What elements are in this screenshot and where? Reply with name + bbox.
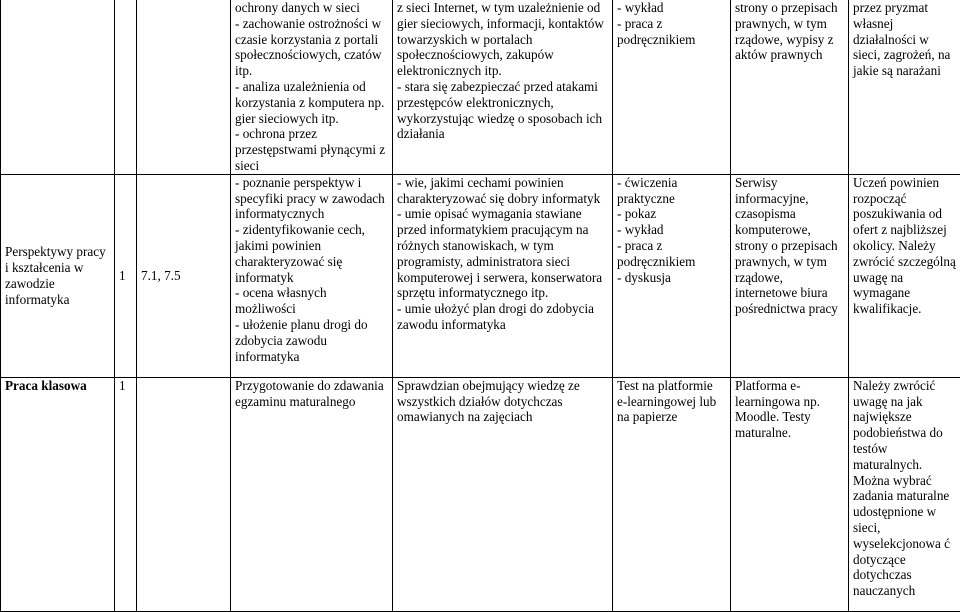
table-row — [1, 377, 960, 611]
remarks-text: przez pryzmat własnej działalności w sieci, zagrożeń, na jakie są narażani — [853, 0, 956, 79]
methods-text: - wykład - praca z podręcznikiem — [617, 0, 726, 47]
remarks-text: Uczeń powinien rozpocząć poszukiwania od ofert z najbliższej okolicy. Należy zwrócić szczególną uwagę na wymagane kwalifikacje. — [853, 175, 956, 317]
topic-cell — [1, 0, 115, 174]
remarks-cell — [849, 174, 960, 377]
content-cell — [231, 377, 393, 611]
outcomes-text: - wie, jakimi cechami powinien charakteryzować się dobry informatyk - umie opisać wymagania stawiane przed informatykiem pracującym na różnych stanowiskach, w tym programisty, administratora sieci komputerowej i serwera, konserwatora sprzętu informatycznego itp. - umie ułożyć plan drogi do zdobycia zawodu informatyka — [397, 175, 608, 333]
methods-cell — [613, 377, 731, 611]
standards-cell — [137, 0, 231, 174]
topic-text: Perspektywy pracy i kształcenia w zawodzie informatyka — [5, 244, 110, 307]
topic-text: Praca klasowa — [5, 378, 110, 394]
standards-cell — [137, 174, 231, 377]
hours-cell — [115, 377, 137, 611]
topic-cell — [1, 174, 115, 377]
methods-cell — [613, 0, 731, 174]
table-row — [1, 0, 960, 174]
standards-text: 7.1, 7.5 — [141, 268, 226, 284]
means-text: Platforma e-learningowa np. Moodle. Testy maturalne. — [735, 378, 844, 441]
remarks-cell — [849, 0, 960, 174]
topic-cell — [1, 377, 115, 611]
means-text: Serwisy informacyjne, czasopisma komputerowe, strony o przepisach prawnych, w tym rządowe, internetowe biura pośrednictwa pracy — [735, 175, 844, 317]
content-text: - poznanie perspektyw i specyfiki pracy w zawodach informatycznych - zidentyfikowanie cech, jakimi powinien charakteryzować się informatyk - ocena własnych możliwości - ułożenie planu drogi do zdobycia zawodu informatyka — [235, 175, 388, 365]
means-text: strony o przepisach prawnych, w tym rządowe, wypisy z aktów prawnych — [735, 0, 844, 63]
content-text: Przygotowanie do zdawania egzaminu maturalnego — [235, 378, 388, 410]
hours-text: 1 — [119, 378, 132, 394]
outcomes-cell — [393, 377, 613, 611]
outcomes-text: Sprawdzian obejmujący wiedzę ze wszystkich działów dotychczas omawianych na zajęciach — [397, 378, 608, 425]
table-row — [1, 174, 960, 377]
content-text: ochrony danych w sieci - zachowanie ostrożności w czasie korzystania z portali społecznościowych, czatów itp. - analiza uzależnienia od korzystania z komputera np. gier sieciowych itp. - ochrona przez przestępstwami płynącymi z sieci — [235, 0, 388, 174]
remarks-text: Należy zwrócić uwagę na jak największe podobieństwa do testów maturalnych. Można wybrać zadania maturalne udostępnione w sieci, wyselekcjonowa ć dotyczące dotychczas nauczanych — [853, 378, 956, 599]
content-cell — [231, 174, 393, 377]
outcomes-cell — [393, 0, 613, 174]
means-cell — [731, 0, 849, 174]
standards-cell — [137, 377, 231, 611]
content-cell — [231, 0, 393, 174]
methods-text: - ćwiczenia praktyczne - pokaz - wykład - praca z podręcznikiem - dyskusja — [617, 175, 726, 286]
hours-cell — [115, 0, 137, 174]
methods-cell — [613, 174, 731, 377]
methods-text: Test na platformie e-learningowej lub na papierze — [617, 378, 726, 425]
means-cell — [731, 174, 849, 377]
means-cell — [731, 377, 849, 611]
hours-text: 1 — [119, 268, 132, 284]
outcomes-text: z sieci Internet, w tym uzależnienie od gier sieciowych, informacji, kontaktów towarzyskich w portalach społecznościowych, zakupów elektronicznych itp. - stara się zabezpieczać przed atakami przestępców elektronicznych, wykorzystując wiedzę o sposobach ich działania — [397, 0, 608, 142]
outcomes-cell — [393, 174, 613, 377]
remarks-cell — [849, 377, 960, 611]
hours-cell — [115, 174, 137, 377]
